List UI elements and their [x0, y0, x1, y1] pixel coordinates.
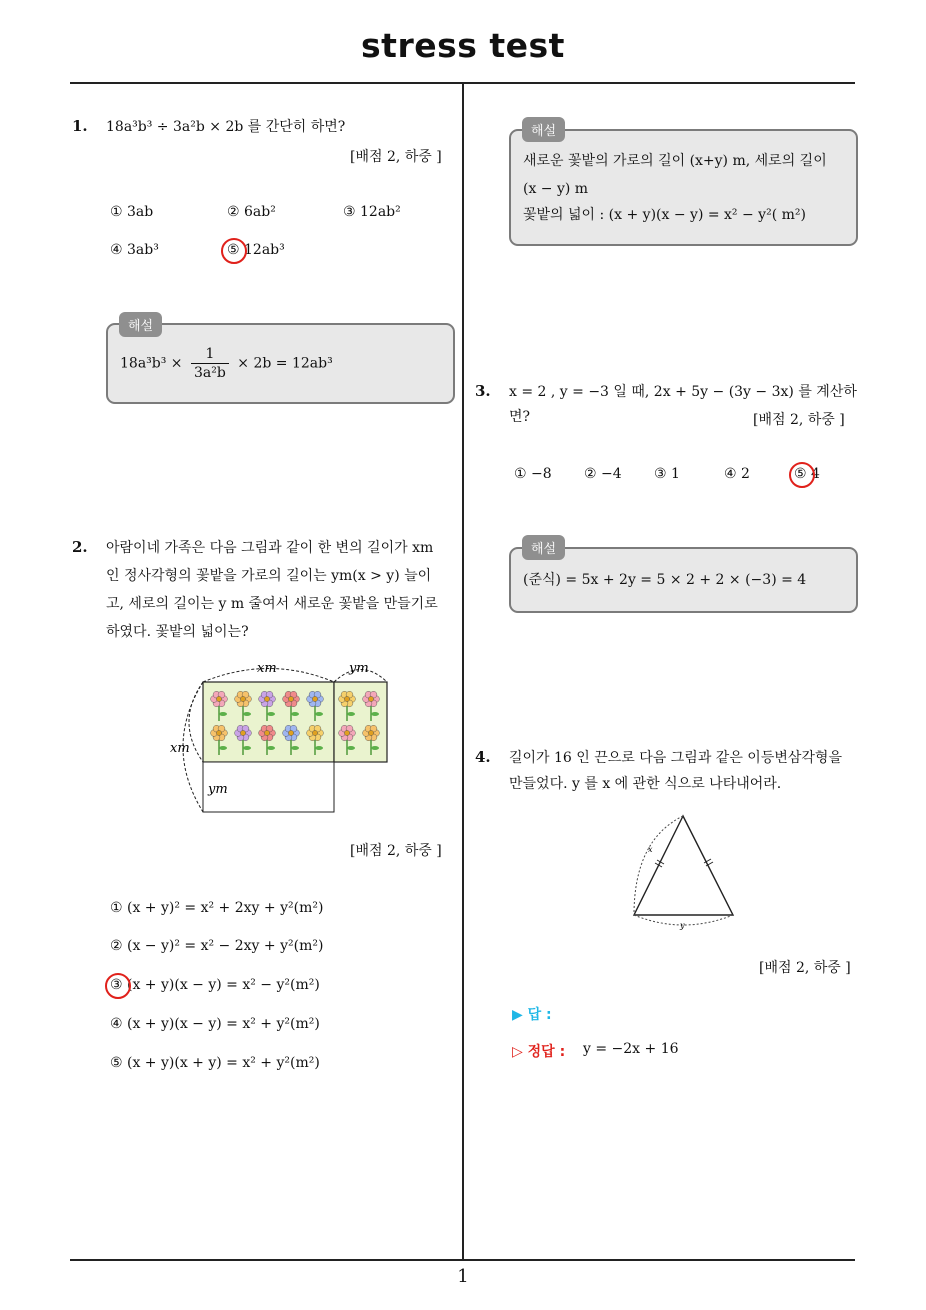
q2-choice-4[interactable]: ④ (x + y)(x − y) = x² + y²(m²)	[110, 1016, 320, 1032]
fig2-label-left-x: xm	[170, 741, 190, 756]
q2-answer-mark	[105, 973, 131, 999]
fig4-label-base: y	[680, 921, 685, 930]
q2-choice-3[interactable]: ③ (x + y)(x − y) = x² − y²(m²)	[110, 977, 320, 993]
q2-solution-line-2: (x − y) m	[523, 181, 589, 197]
question-2-line-2: 인 정사각형의 꽃밭을 가로의 길이는 ym(x > y) 늘이	[106, 568, 432, 584]
q1-choice-4[interactable]: ④ 3ab³	[110, 242, 159, 258]
q2-choice-5[interactable]: ⑤ (x + y)(x + y) = x² + y²(m²)	[110, 1055, 320, 1071]
question-1-meta: [배점 2, 하중 ]	[350, 149, 442, 165]
q2-choice-1[interactable]: ① (x + y)² = x² + 2xy + y²(m²)	[110, 900, 324, 916]
q2-choice-2[interactable]: ② (x − y)² = x² − 2xy + y²(m²)	[110, 938, 324, 954]
q3-solution-tag: 해설	[522, 535, 565, 560]
q1-choice-5[interactable]: ⑤ 12ab³	[227, 242, 285, 258]
q2-solution-line-3: 꽃밭의 넓이 : (x + y)(x − y) = x² − y²( m²)	[523, 207, 806, 223]
fig4-label-side: x	[648, 845, 653, 854]
q4-correct-label: ▷ 정답 :	[512, 1044, 566, 1060]
question-3-line-1: x = 2 , y = −3 일 때, 2x + 5y − (3y − 3x) 를 계산하	[509, 384, 857, 400]
q4-answer-field[interactable]	[586, 1000, 836, 1024]
q1-choice-3[interactable]: ③ 12ab²	[343, 204, 401, 220]
q1-solution-fraction	[191, 345, 229, 382]
q3-choice-1[interactable]: ① −8	[514, 466, 552, 482]
question-2-number: 2.	[72, 538, 88, 556]
q3-choice-5[interactable]: ⑤ 4	[794, 466, 820, 482]
question-3-meta: [배점 2, 하중 ]	[753, 412, 845, 428]
page-title: stress test	[361, 26, 565, 65]
question-2-line-1: 아람이네 가족은 다음 그림과 같이 한 변의 길이가 xm	[106, 540, 434, 556]
page-number: 1	[457, 1266, 469, 1287]
q3-choice-4[interactable]: ④ 2	[724, 466, 750, 482]
q1-solution-right: × 2b = 12ab³	[237, 355, 333, 372]
question-3-line-2: 면?	[509, 409, 531, 425]
question-4-meta: [배점 2, 하중 ]	[759, 960, 851, 976]
q4-correct-value: y = −2x + 16	[583, 1041, 679, 1057]
fig2-label-inner-y: ym	[208, 782, 228, 797]
flower-garden-figure	[165, 655, 400, 820]
q2-solution-line-1: 새로운 꽃밭의 가로의 길이 (x+y) m, 세로의 길이	[523, 153, 827, 169]
fig2-label-top-x: xm	[257, 661, 277, 676]
q3-answer-mark	[789, 462, 815, 488]
q1-solution-tag: 해설	[119, 312, 162, 337]
question-1-text: 18a³b³ ÷ 3a²b × 2b 를 간단히 하면?	[106, 119, 346, 135]
question-2-line-4: 하였다. 꽃밭의 넓이는?	[106, 624, 249, 640]
q3-solution-text: (준식) = 5x + 2y = 5 × 2 + 2 × (−3) = 4	[523, 572, 807, 588]
question-2-meta: [배점 2, 하중 ]	[350, 843, 442, 859]
footer-rule	[70, 1259, 855, 1261]
q1-solution-left: 18a³b³ ×	[120, 355, 183, 372]
q1-answer-mark	[221, 238, 247, 264]
q2-solution-box	[509, 129, 858, 246]
question-4-number: 4.	[475, 748, 491, 766]
question-4-line-1: 길이가 16 인 끈으로 다음 그림과 같은 이등변삼각형을	[509, 750, 842, 766]
q1-solution-text	[120, 345, 333, 382]
q3-choice-3[interactable]: ③ 1	[654, 466, 680, 482]
question-3-number: 3.	[475, 382, 491, 400]
q2-solution-tag: 해설	[522, 117, 565, 142]
q1-choice-1[interactable]: ① 3ab	[110, 204, 154, 220]
question-4-line-2: 만들었다. y 를 x 에 관한 식으로 나타내어라.	[509, 776, 782, 792]
q3-choice-2[interactable]: ② −4	[584, 466, 622, 482]
q1-fraction-denominator: 3a²b	[193, 365, 226, 381]
q4-answer-label: ▶ 답 :	[512, 1007, 552, 1023]
q1-choice-2[interactable]: ② 6ab²	[227, 204, 276, 220]
isosceles-triangle-figure	[620, 808, 745, 933]
q1-fraction-numerator: 1	[191, 345, 229, 364]
question-2-line-3: 고, 세로의 길이는 y m 줄여서 새로운 꽃밭을 만들기로	[106, 596, 438, 612]
fig2-label-top-y: ym	[349, 661, 369, 676]
column-divider	[462, 83, 464, 1260]
question-1-number: 1.	[72, 117, 88, 135]
